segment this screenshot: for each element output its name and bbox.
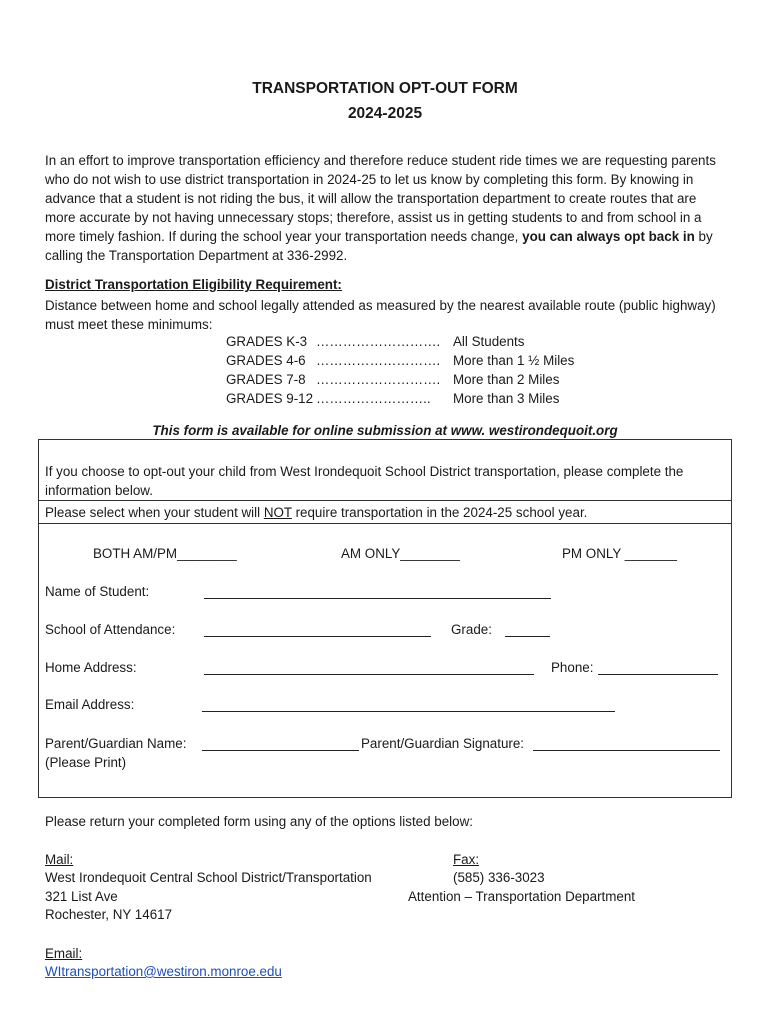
mail-line: 321 List Ave (45, 889, 118, 904)
home-address-label: Home Address: (45, 660, 137, 675)
student-name-field[interactable] (204, 584, 551, 602)
section-divider (38, 523, 732, 524)
option-both-am-pm[interactable]: BOTH AM/PM________ (93, 546, 237, 561)
email-address-field[interactable] (202, 697, 615, 715)
guardian-name-label: Parent/Guardian Name: (45, 736, 187, 751)
form-box-right-border (731, 439, 732, 798)
school-field[interactable] (204, 622, 431, 640)
mail-label: Mail: (45, 852, 74, 867)
select-instruction (45, 505, 587, 520)
select-suffix: require transportation in the 2024-25 school year. (291, 505, 588, 520)
dot-leader: ………………………. (316, 334, 441, 349)
online-submission-note: This form is available for online submission at www. westirondequoit.org (152, 423, 618, 438)
dot-leader: …………………….. (316, 391, 431, 406)
eligibility-description: Distance between home and school legally attended as measured by the nearest available route (public highway) must meet these minimums: (45, 298, 716, 332)
grade-requirement: More than 2 Miles (453, 372, 560, 387)
intro-paragraph (45, 151, 725, 265)
dot-leader: ………………………. (316, 372, 441, 387)
grade-requirement: All Students (453, 334, 525, 349)
grade-requirement: More than 3 Miles (453, 391, 560, 406)
phone-field[interactable] (598, 660, 718, 678)
select-not: NOT (263, 505, 292, 520)
eligibility-heading: District Transportation Eligibility Requirement: (45, 277, 342, 292)
grade-label: GRADES 7-8 (226, 372, 306, 387)
mail-line: West Irondequoit Central School District/Transportation (45, 870, 372, 885)
section-divider (38, 500, 732, 501)
school-label: School of Attendance: (45, 622, 176, 637)
grade-label: GRADES K-3 (226, 334, 308, 349)
grade-label: GRADES 4-6 (226, 353, 306, 368)
grade-requirement: More than 1 ½ Miles (453, 353, 575, 368)
grade-label: Grade: (451, 622, 492, 637)
fax-attention: Attention – Transportation Department (408, 889, 636, 904)
option-am-only[interactable]: AM ONLY________ (341, 546, 460, 561)
grade-label: GRADES 9-12 (226, 391, 314, 406)
intro-text: In an effort to improve transportation efficiency and therefore reduce student ride times we are requesting parents who do not wish to use district transportation in 2024-25 to let us know by completing this form. By knowing in advance that a student is not riding the bus, it will allow the transportation department to create routes that are more accurate by not having unnecessary stops; therefore, assist us in getting students to and from school in a more timely fashion. If during the school year your transportation needs change, (45, 153, 716, 244)
email-label: Email: (45, 946, 83, 961)
dot-leader: ………………………. (316, 353, 441, 368)
phone-label: Phone: (551, 660, 594, 675)
fax-label: Fax: (453, 852, 480, 867)
return-instructions: Please return your completed form using any of the options listed below: (45, 814, 473, 829)
form-instruction: If you choose to opt-out your child from West Irondequoit School District transportation, please complete the information below. (45, 464, 684, 498)
student-name-label: Name of Student: (45, 584, 150, 599)
form-title: TRANSPORTATION OPT-OUT FORM (252, 80, 518, 97)
intro-bold-text: you can always opt back in (522, 229, 695, 244)
mail-line: Rochester, NY 14617 (45, 907, 173, 922)
form-year: 2024-2025 (347, 105, 423, 122)
form-box-bottom-border (38, 797, 732, 798)
email-link[interactable]: WItransportation@westiron.monroe.edu (45, 964, 282, 979)
form-box-left-border (38, 439, 39, 798)
grade-field[interactable] (505, 622, 550, 640)
guardian-signature-label: Parent/Guardian Signature: (361, 736, 525, 751)
please-print-note: (Please Print) (45, 755, 127, 770)
fax-number: (585) 336-3023 (453, 870, 545, 885)
option-pm-only[interactable]: PM ONLY _______ (562, 546, 677, 561)
guardian-name-field[interactable] (202, 736, 359, 754)
form-box-top-border (38, 439, 732, 440)
home-address-field[interactable] (204, 660, 534, 678)
email-address-label: Email Address: (45, 697, 135, 712)
guardian-signature-field[interactable] (533, 736, 720, 754)
select-prefix: Please select when your student will (45, 505, 264, 520)
intro-text-end: by calling the Transportation Department at 336-2992. (45, 229, 713, 263)
